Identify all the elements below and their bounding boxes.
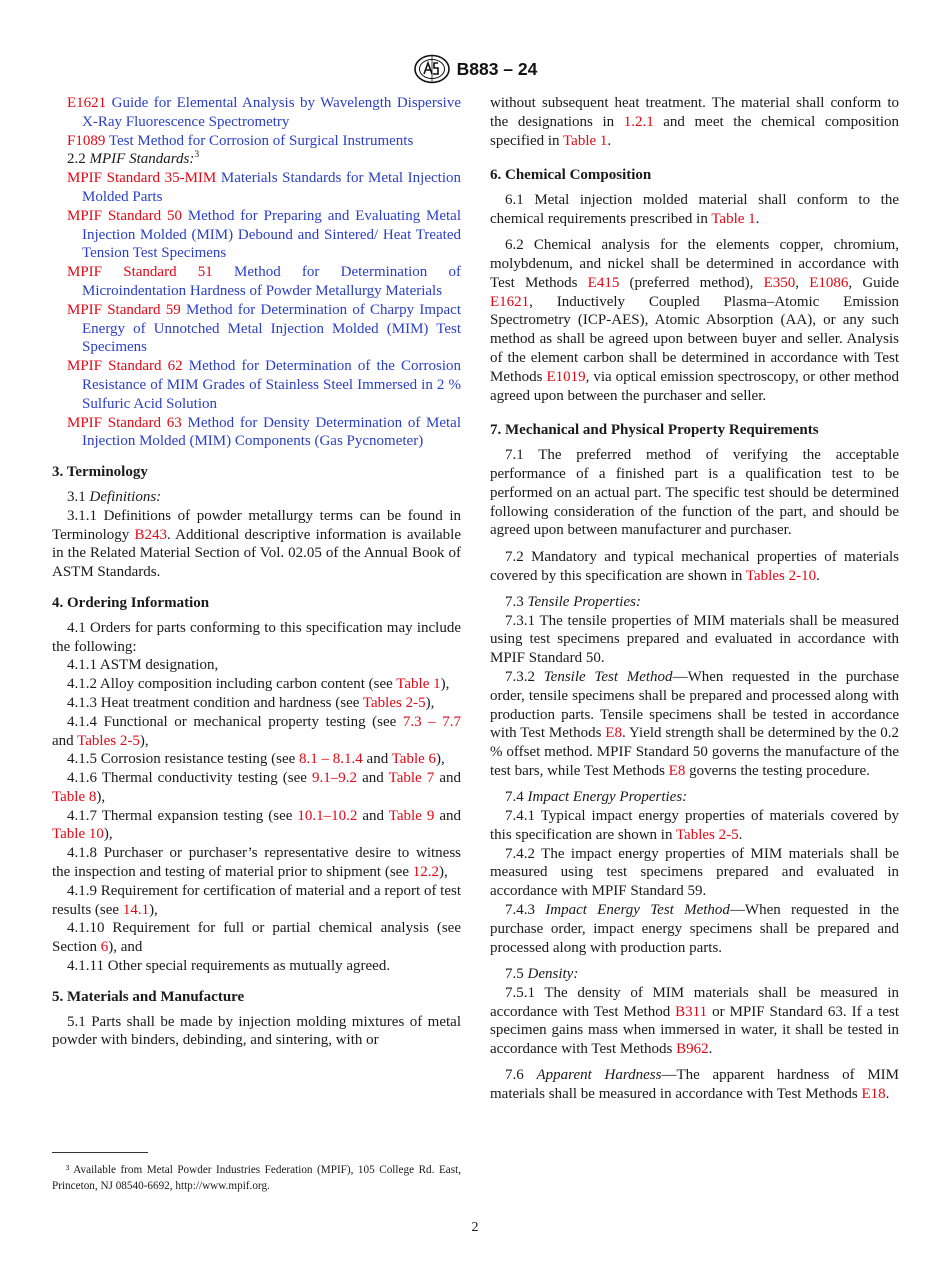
italic-label: Impact Energy Test Method bbox=[545, 902, 730, 919]
cross-reference-link[interactable]: 1.2.1 bbox=[623, 113, 654, 130]
paragraph-4-1: 4.1 Orders for parts conforming to this specification may include the following: bbox=[52, 619, 461, 655]
section-heading-chemical: 6. Chemical Composition bbox=[490, 167, 652, 184]
page-header bbox=[0, 54, 950, 84]
footnote-divider bbox=[52, 1152, 148, 1153]
reference-entry[interactable] bbox=[52, 132, 461, 151]
cross-reference-link[interactable]: MPIF Standard 62 bbox=[67, 358, 183, 375]
cross-reference-link[interactable]: 9.1–9.2 bbox=[312, 770, 358, 787]
paragraph-4-1-4: 4.1.4 Functional or mechanical property testing (see 7.3 – 7.7 and Tables 2-5), bbox=[52, 713, 461, 749]
cross-reference-link[interactable]: MPIF Standard 63 bbox=[67, 414, 182, 431]
right-column bbox=[490, 94, 899, 1112]
cross-reference-link[interactable]: 6 bbox=[100, 939, 109, 956]
paragraph-4-1-11: 4.1.11 Other special requirements as mutually agreed. bbox=[67, 958, 391, 975]
cross-reference-link[interactable]: 12.2 bbox=[412, 864, 439, 881]
section-number: 3.1 bbox=[67, 488, 90, 505]
paragraph-7-4-2: 7.4.2 The impact energy properties of MIM materials shall be measured using test specimens prepared and evaluated in accordance with MPIF Standard 59. bbox=[490, 845, 899, 900]
section-heading-ordering: 4. Ordering Information bbox=[52, 594, 210, 611]
paragraph-7-4-3: 7.4.3 Impact Energy Test Method—When requested in the purchase order, impact energy specimens shall be prepared and processed along with production parts. bbox=[490, 902, 899, 956]
paragraph-4-1-5: 4.1.5 Corrosion resistance testing (see 8.1 – 8.1.4 and Table 6), bbox=[67, 751, 445, 768]
reference-title-link[interactable]: Method for Determination of Microindentation Hardness of Powder Metallurgy Materials bbox=[82, 264, 461, 299]
italic-label: Density: bbox=[527, 965, 579, 982]
cross-reference-link[interactable]: F1089 bbox=[67, 132, 106, 149]
reference-entry[interactable] bbox=[52, 357, 461, 413]
paragraph-7-1: 7.1 The preferred method of verifying the acceptable performance of a finished part is a qualification test to be performed on an actual part. The specific test should be determined following consideration of the function of the part, and should be agreed upon between manufacturer and purchaser. bbox=[490, 447, 899, 539]
paragraph-4-1-3: 4.1.3 Heat treatment condition and hardness (see Tables 2-5), bbox=[67, 694, 435, 711]
section-label: Definitions: bbox=[89, 488, 162, 505]
paragraph-4-1-10: 4.1.10 Requirement for full or partial chemical analysis (see Section 6), and bbox=[52, 920, 461, 956]
reference-entry[interactable] bbox=[52, 169, 461, 207]
paragraph-7-3-2: 7.3.2 Tensile Test Method—When requested in the purchase order, tensile specimens shall be prepared and processed along with production parts. Tensile specimens shall be tested in accordance with Test Methods E8. Yield strength shall be determined by the 0.2 % offset method. MPIF Standard 50 governs the manufacture of the test bars, while Test Methods E8 governs the testing procedure. bbox=[490, 669, 900, 779]
cross-reference-link[interactable]: Tables 2-5 bbox=[362, 694, 426, 711]
cross-reference-link[interactable]: E8 bbox=[668, 763, 686, 779]
left-column bbox=[52, 94, 461, 1050]
italic-label: Tensile Properties: bbox=[527, 593, 641, 610]
paragraph-7-3-1: 7.3.1 The tensile properties of MIM materials shall be measured using test specimens prepared and evaluated in accordance with MPIF Standard 50. bbox=[490, 612, 899, 667]
italic-label: Tensile Test Method bbox=[543, 669, 673, 686]
cross-reference-link[interactable]: MPIF Standard 35-MIM bbox=[67, 170, 217, 187]
cross-reference-link[interactable]: B311 bbox=[675, 1003, 708, 1020]
footnote: ³ Available from Metal Powder Industries Federation (MPIF), 105 College Rd. East, Princeton, NJ 08540-6692, http://www.mpif.org. bbox=[52, 1164, 461, 1192]
paragraph-6-1: 6.1 Metal injection molded material shall conform to the chemical requirements prescribed in Table 1. bbox=[490, 192, 899, 227]
section-heading-mechanical: 7. Mechanical and Physical Property Requirements bbox=[490, 422, 819, 439]
referenced-documents-astm bbox=[52, 94, 461, 150]
paragraph-4-1-2: 4.1.2 Alloy composition including carbon content (see Table 1), bbox=[67, 676, 450, 693]
reference-entry[interactable] bbox=[52, 263, 461, 301]
paragraph-7-5: 7.5 Density: bbox=[505, 965, 579, 982]
cross-reference-link[interactable]: E1019 bbox=[546, 368, 586, 385]
referenced-documents-mpif bbox=[52, 169, 461, 451]
paragraph-7-4-1: 7.4.1 Typical impact energy properties of materials covered by this specification are shown in Tables 2-5. bbox=[490, 808, 899, 843]
paragraph-4-1-6: 4.1.6 Thermal conductivity testing (see 9.1–9.2 and Table 7 and Table 8), bbox=[52, 770, 461, 805]
cross-reference-link[interactable]: Table 1 bbox=[563, 132, 608, 149]
standard-designation: B883 – 24 bbox=[456, 58, 538, 79]
paragraph-3-1 bbox=[52, 488, 461, 507]
cross-reference-link[interactable]: E415 bbox=[587, 274, 620, 291]
cross-reference-link[interactable]: Table 1 bbox=[711, 210, 756, 227]
cross-reference-link[interactable]: B962 bbox=[676, 1041, 709, 1058]
reference-title-link[interactable]: Materials Standards for Metal Injection Molded Parts bbox=[82, 170, 461, 205]
cross-reference-link[interactable]: Table 10 bbox=[52, 826, 104, 843]
paragraph-7-3: 7.3 Tensile Properties: bbox=[505, 593, 641, 610]
section-heading-terminology: 3. Terminology bbox=[52, 464, 148, 481]
page-number: 2 bbox=[471, 1220, 479, 1235]
reference-entry[interactable] bbox=[52, 414, 461, 452]
paragraph-7-4: 7.4 Impact Energy Properties: bbox=[505, 789, 688, 806]
reference-title-link[interactable]: Method for Density Determination of Metal Injection Molded (MIM) Components (Gas Pycnometer) bbox=[82, 414, 462, 450]
section-number: 2.2 bbox=[67, 151, 90, 168]
paragraph-4-1-8: 4.1.8 Purchaser or purchaser’s representative desire to witness the inspection and testing of material prior to shipment (see 12.2), bbox=[52, 845, 461, 881]
cross-reference-link[interactable]: E1621 bbox=[67, 95, 107, 111]
cross-reference-link[interactable]: Table 9 bbox=[388, 807, 435, 824]
cross-reference-link[interactable]: Table 1 bbox=[396, 676, 441, 693]
reference-title-link[interactable]: Test Method for Corrosion of Surgical Instruments bbox=[108, 132, 414, 149]
paragraph-4-1-9: 4.1.9 Requirement for certification of material and a report of test results (see 14.1), bbox=[52, 882, 462, 918]
paragraph-3-1-1: 3.1.1 Definitions of powder metallurgy terms can be found in Terminology B243. Additional descriptive information is available in the Related Material Section of Vol. 02.05 of the Annual Book of ASTM Standards. bbox=[52, 507, 461, 581]
astm-logo-icon bbox=[413, 54, 451, 84]
cross-reference-link[interactable]: E1086 bbox=[809, 274, 849, 291]
cross-reference-link[interactable]: MPIF Standard 59 bbox=[67, 301, 181, 318]
paragraph-7-2: 7.2 Mandatory and typical mechanical properties of materials covered by this specification are shown in Tables 2-10. bbox=[490, 548, 899, 584]
cross-reference-link[interactable]: E18 bbox=[861, 1086, 886, 1103]
paragraph-4-1-7: 4.1.7 Thermal expansion testing (see 10.1–10.2 and Table 9 and Table 10), bbox=[52, 807, 461, 843]
paragraph-5-1-continued: without subsequent heat treatment. The material shall conform to the designations in 1.2.1 and meet the chemical composition specified in Table 1. bbox=[490, 95, 899, 149]
cross-reference-link[interactable]: MPIF Standard 51 bbox=[67, 264, 213, 281]
cross-reference-link[interactable]: Table 8 bbox=[52, 788, 97, 805]
paragraph-4-1-1: 4.1.1 ASTM designation, bbox=[67, 657, 219, 674]
cross-reference-link[interactable]: 8.1 – 8.1.4 bbox=[299, 751, 363, 768]
cross-reference-link[interactable]: 10.1–10.2 bbox=[297, 807, 358, 824]
cross-reference-link[interactable]: 14.1 bbox=[122, 901, 150, 918]
reference-title-link[interactable]: Method for Determination of the Corrosion Resistance of MIM Grades of Stainless Steel Immersed in 2 % Sulfuric Acid Solution bbox=[82, 358, 462, 412]
reference-title-link[interactable]: Guide for Elemental Analysis by Wavelength Dispersive X-Ray Fluorescence Spectrometry bbox=[82, 95, 461, 130]
cross-reference-link[interactable]: B243 bbox=[134, 526, 168, 543]
paragraph-7-5-1: 7.5.1 The density of MIM materials shall be measured in accordance with Test Method B311 or MPIF Standard 63. If a test specimen gains mass when immersed in water, it shall be tested in accordance with Test Methods B962. bbox=[490, 984, 899, 1058]
paragraph-5-1: 5.1 Parts shall be made by injection molding mixtures of metal powder with binders, debinding, and sintering, with or bbox=[52, 1013, 461, 1049]
cross-reference-link[interactable]: Tables 2-5 bbox=[675, 826, 739, 843]
cross-reference-link[interactable]: 7.3 – 7.7 bbox=[402, 713, 461, 730]
italic-label: Apparent Hardness bbox=[536, 1067, 662, 1084]
footnote-marker[interactable]: 3 bbox=[194, 150, 200, 161]
italic-label: Impact Energy Properties: bbox=[527, 789, 688, 806]
cross-reference-link[interactable]: MPIF Standard 50 bbox=[67, 207, 182, 224]
paragraph-7-6: 7.6 Apparent Hardness—The apparent hardness of MIM materials shall be measured in accordance with Test Methods E18. bbox=[490, 1067, 900, 1103]
cross-reference-link[interactable]: Table 6 bbox=[391, 751, 437, 768]
section-heading-materials: 5. Materials and Manufacture bbox=[52, 988, 245, 1005]
section-label: MPIF Standards: bbox=[89, 151, 195, 168]
cross-reference-link[interactable]: E8 bbox=[605, 725, 622, 742]
paragraph-6-2: 6.2 Chemical analysis for the elements copper, chromium, molybdenum, and nickel shall be determined in accordance with Test Methods E415 (preferred method), E350, E1086, Guide E1621, Inductively Coupled Plasma–Atomic Emission Spectrometry (ICP-AES), Atomic Absorption (AA), or any such method as shall be agreed upon between buyer and seller. Analysis of the element carbon shall be determined in accordance with Test Methods E1019, via optical emission spectroscopy, or other method agreed upon between the purchaser and seller. bbox=[490, 237, 900, 404]
cross-reference-link[interactable]: Table 7 bbox=[388, 770, 435, 787]
reference-entry[interactable] bbox=[52, 94, 461, 132]
cross-reference-link[interactable]: E350 bbox=[763, 274, 796, 291]
section-2-2-heading bbox=[52, 150, 461, 169]
reference-title-link[interactable]: Method for Determination of Charpy Impact Energy of Unnotched Metal Injection Molded (MIM) Test Specimens bbox=[82, 301, 462, 356]
cross-reference-link[interactable]: Tables 2-10 bbox=[745, 567, 817, 584]
reference-entry[interactable] bbox=[52, 301, 461, 357]
reference-title-link[interactable]: Method for Preparing and Evaluating Metal Injection Molded (MIM) Debound and Sintered/ Heat Treated Tension Test Specimens bbox=[82, 207, 461, 262]
cross-reference-link[interactable]: E1621 bbox=[490, 293, 530, 310]
cross-reference-link[interactable]: Tables 2-5 bbox=[77, 732, 140, 749]
reference-entry[interactable] bbox=[52, 207, 461, 263]
